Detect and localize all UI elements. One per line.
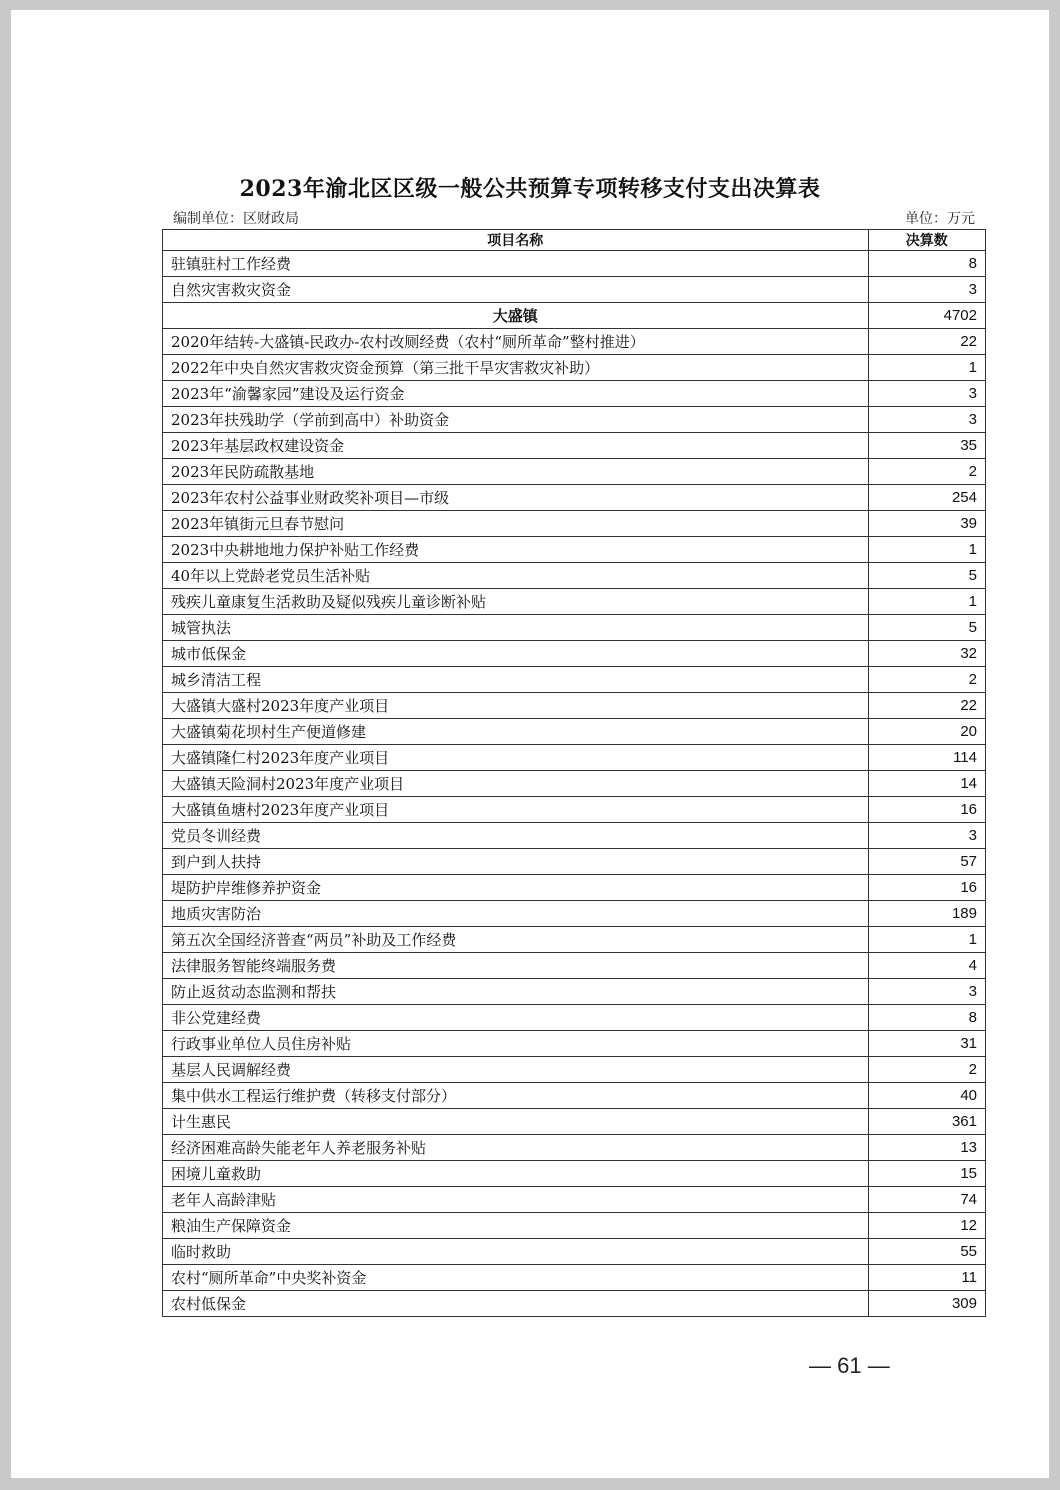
table-row [163,693,986,719]
table-row [163,433,986,459]
table-row [163,615,986,641]
table-row [163,1083,986,1109]
page-number: — 61 — [809,1353,890,1378]
table-row [163,511,986,537]
final-amount-cell: 31 [868,1031,985,1057]
table-row [163,1109,986,1135]
item-name-cell: 2023中央耕地地力保护补贴工作经费 [163,537,869,563]
final-amount-cell: 4702 [868,303,985,329]
budget-table [162,229,986,1317]
item-name-cell: 老年人高龄津贴 [163,1187,869,1213]
final-amount-cell: 22 [868,329,985,355]
table-row [163,979,986,1005]
item-name-cell: 非公党建经费 [163,1005,869,1031]
final-amount-cell: 4 [868,953,985,979]
table-row [163,1187,986,1213]
item-name-cell: 城管执法 [163,615,869,641]
final-amount-cell: 40 [868,1083,985,1109]
item-name-cell: 城市低保金 [163,641,869,667]
table-row [163,1057,986,1083]
item-name-cell: 临时救助 [163,1239,869,1265]
item-name-cell: 大盛镇菊花坝村生产便道修建 [163,719,869,745]
document-page [11,10,1049,1478]
final-amount-cell: 16 [868,797,985,823]
item-name-cell: 残疾儿童康复生活救助及疑似残疾儿童诊断补贴 [163,589,869,615]
item-name-cell: 城乡清洁工程 [163,667,869,693]
final-amount-cell: 8 [868,1005,985,1031]
table-row [163,745,986,771]
table-row [163,1031,986,1057]
final-amount-cell: 1 [868,589,985,615]
final-amount-cell: 1 [868,355,985,381]
table-row [163,329,986,355]
item-name-cell: 困境儿童救助 [163,1161,869,1187]
final-amount-cell: 20 [868,719,985,745]
table-row [163,277,986,303]
item-name-cell: 大盛镇大盛村2023年度产业项目 [163,693,869,719]
table-row [163,355,986,381]
table-row [163,1135,986,1161]
item-name-cell: 2023年民防疏散基地 [163,459,869,485]
item-name-cell: 行政事业单位人员住房补贴 [163,1031,869,1057]
table-body [163,251,986,1317]
table-row [163,1239,986,1265]
final-amount-cell: 8 [868,251,985,277]
item-name-cell: 大盛镇鱼塘村2023年度产业项目 [163,797,869,823]
table-row [163,459,986,485]
item-name-cell: 计生惠民 [163,1109,869,1135]
item-name-cell: 堤防护岸维修养护资金 [163,875,869,901]
item-name-cell: 40年以上党龄老党员生活补贴 [163,563,869,589]
final-amount-cell: 189 [868,901,985,927]
item-name-cell: 2020年结转-大盛镇-民政办-农村改厕经费（农村“厕所革命”整村推进） [163,329,869,355]
table-row [163,875,986,901]
final-amount-cell: 3 [868,979,985,1005]
item-name-cell: 自然灾害救灾资金 [163,277,869,303]
item-name-cell: 集中供水工程运行维护费（转移支付部分） [163,1083,869,1109]
table-row [163,589,986,615]
item-name-cell: 第五次全国经济普查“两员”补助及工作经费 [163,927,869,953]
item-name-cell: 农村“厕所革命”中央奖补资金 [163,1265,869,1291]
table-row [163,563,986,589]
final-amount-cell: 55 [868,1239,985,1265]
final-amount-cell: 3 [868,823,985,849]
final-amount-cell: 74 [868,1187,985,1213]
final-amount-cell: 114 [868,745,985,771]
final-amount-cell: 15 [868,1161,985,1187]
header-item-name: 项目名称 [163,230,869,251]
item-name-cell: 2022年中央自然灾害救灾资金预算（第三批干旱灾害救灾补助） [163,355,869,381]
final-amount-cell: 5 [868,615,985,641]
table-row [163,1265,986,1291]
header-final-amount: 决算数 [868,230,985,251]
table-row [163,667,986,693]
final-amount-cell: 16 [868,875,985,901]
table-row [163,251,986,277]
table-group-row [163,303,986,329]
final-amount-cell: 3 [868,407,985,433]
item-name-cell: 经济困难高龄失能老年人养老服务补贴 [163,1135,869,1161]
final-amount-cell: 32 [868,641,985,667]
item-name-cell: 党员冬训经费 [163,823,869,849]
table-row [163,901,986,927]
table-row [163,797,986,823]
item-name-cell: 粮油生产保障资金 [163,1213,869,1239]
item-name-cell: 2023年“渝馨家园”建设及运行资金 [163,381,869,407]
table-row [163,1005,986,1031]
final-amount-cell: 22 [868,693,985,719]
compiler-label: 编制单位：区财政局 [173,211,299,227]
item-name-cell: 2023年基层政权建设资金 [163,433,869,459]
final-amount-cell: 57 [868,849,985,875]
table-row [163,641,986,667]
table-row [163,407,986,433]
item-name-cell: 驻镇驻村工作经费 [163,251,869,277]
final-amount-cell: 5 [868,563,985,589]
item-name-cell: 2023年扶残助学（学前到高中）补助资金 [163,407,869,433]
item-name-cell: 地质灾害防治 [163,901,869,927]
table-row [163,537,986,563]
final-amount-cell: 309 [868,1291,985,1317]
final-amount-cell: 3 [868,277,985,303]
item-name-cell: 大盛镇隆仁村2023年度产业项目 [163,745,869,771]
final-amount-cell: 39 [868,511,985,537]
document-title: 2023年渝北区区级一般公共预算专项转移支付支出决算表 [239,176,821,202]
final-amount-cell: 1 [868,927,985,953]
table-row [163,719,986,745]
item-name-cell: 大盛镇天险洞村2023年度产业项目 [163,771,869,797]
table-row [163,381,986,407]
table-header-row [163,230,986,251]
final-amount-cell: 2 [868,459,985,485]
table-row [163,1291,986,1317]
table-row [163,849,986,875]
final-amount-cell: 35 [868,433,985,459]
unit-label: 单位：万元 [905,211,975,227]
table-row [163,485,986,511]
final-amount-cell: 254 [868,485,985,511]
table-row [163,927,986,953]
item-name-cell: 基层人民调解经费 [163,1057,869,1083]
item-name-cell: 农村低保金 [163,1291,869,1317]
final-amount-cell: 13 [868,1135,985,1161]
table-row [163,823,986,849]
final-amount-cell: 11 [868,1265,985,1291]
table-row [163,1161,986,1187]
final-amount-cell: 1 [868,537,985,563]
item-name-cell: 法律服务智能终端服务费 [163,953,869,979]
item-name-cell: 到户到人扶持 [163,849,869,875]
final-amount-cell: 361 [868,1109,985,1135]
item-name-cell: 大盛镇 [163,303,869,329]
item-name-cell: 2023年农村公益事业财政奖补项目—市级 [163,485,869,511]
table-row [163,1213,986,1239]
table-row [163,953,986,979]
final-amount-cell: 14 [868,771,985,797]
table-row [163,771,986,797]
final-amount-cell: 3 [868,381,985,407]
final-amount-cell: 12 [868,1213,985,1239]
item-name-cell: 防止返贫动态监测和帮扶 [163,979,869,1005]
final-amount-cell: 2 [868,1057,985,1083]
item-name-cell: 2023年镇街元旦春节慰问 [163,511,869,537]
final-amount-cell: 2 [868,667,985,693]
